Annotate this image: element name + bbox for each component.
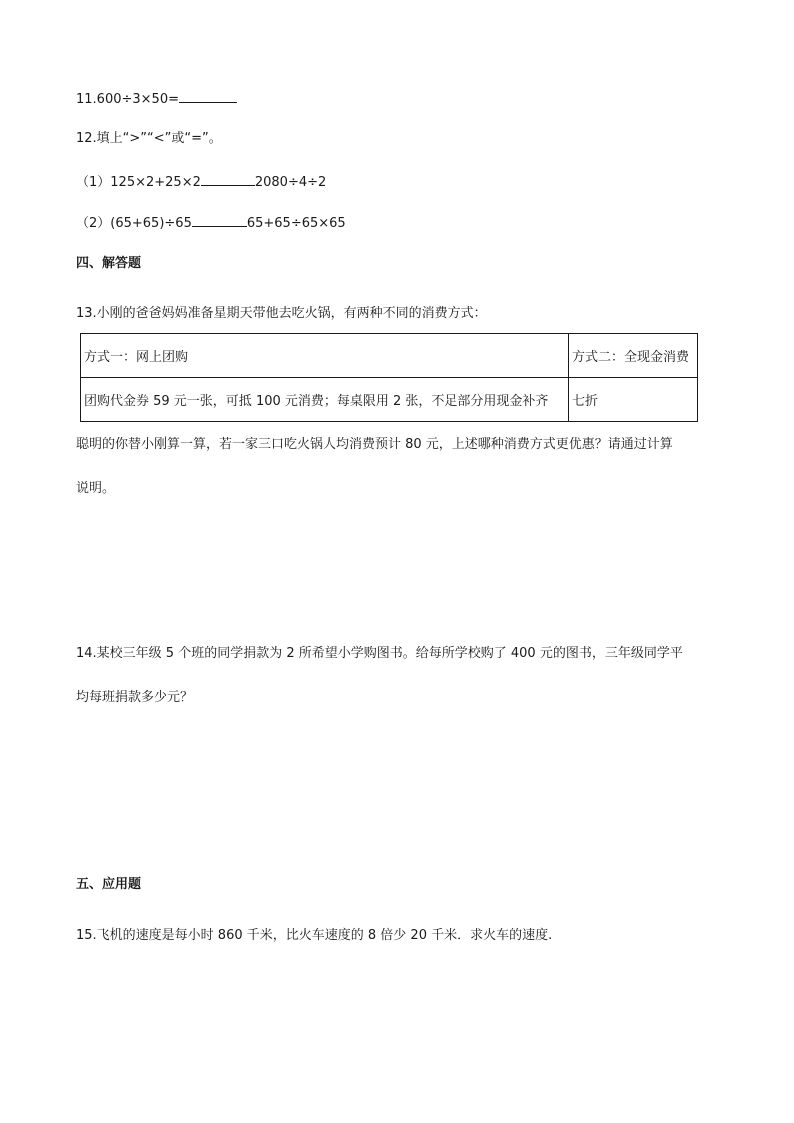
table-row [81, 334, 698, 378]
question-12-sub-2 [76, 213, 346, 233]
sub-label: （2） [76, 216, 111, 231]
table-row [81, 378, 698, 422]
payment-options-table [80, 333, 698, 422]
answer-blank[interactable] [179, 89, 237, 103]
cell-option-2: 七折 [569, 378, 698, 422]
section-4-heading: 四、解答题 [76, 256, 142, 271]
question-13-intro: 13.小刚的爸爸妈妈准备星期天带他去吃火锅，有两种不同的消费方式： [76, 306, 487, 321]
question-11-text: 11.600÷3×50= [76, 92, 179, 107]
question-14-line-2: 均每班捐款多少元？ [76, 690, 194, 705]
right-expression: 65+65÷65×65 [246, 216, 346, 231]
sub-label: （1） [76, 175, 111, 190]
right-expression: 2080÷4÷2 [254, 175, 327, 190]
question-12-sub-1 [76, 172, 326, 192]
left-expression: (65+65)÷65 [110, 216, 192, 231]
cell-option-1: 团购代金券 59 元一张，可抵 100 元消费；每桌限用 2 张，不足部分用现金补齐 [81, 378, 569, 422]
question-13-line-2: 说明。 [76, 481, 116, 496]
question-12-prompt: 12.填上“>”“<”或“=”。 [76, 131, 222, 146]
question-14-line-1: 14.某校三年级 5 个班的同学捐款为 2 所希望小学购图书。给每所学校购了 400 元的图书，三年级同学平 [76, 646, 683, 661]
question-15: 15.飞机的速度是每小时 860 千米，比火车速度的 8 倍少 20 千米．求火车的速度. [76, 928, 553, 943]
header-option-2: 方式二：全现金消费 [569, 334, 698, 378]
question-11 [76, 89, 237, 109]
section-5-heading: 五、应用题 [76, 877, 142, 892]
left-expression: 125×2+25×2 [110, 175, 201, 190]
question-13-line-1: 聪明的你替小刚算一算，若一家三口吃火锅人均消费预计 80 元，上述哪种消费方式更优惠？请通过计算 [76, 437, 673, 452]
compare-blank[interactable] [192, 213, 247, 227]
compare-blank[interactable] [201, 172, 255, 186]
header-option-1: 方式一：网上团购 [81, 334, 569, 378]
